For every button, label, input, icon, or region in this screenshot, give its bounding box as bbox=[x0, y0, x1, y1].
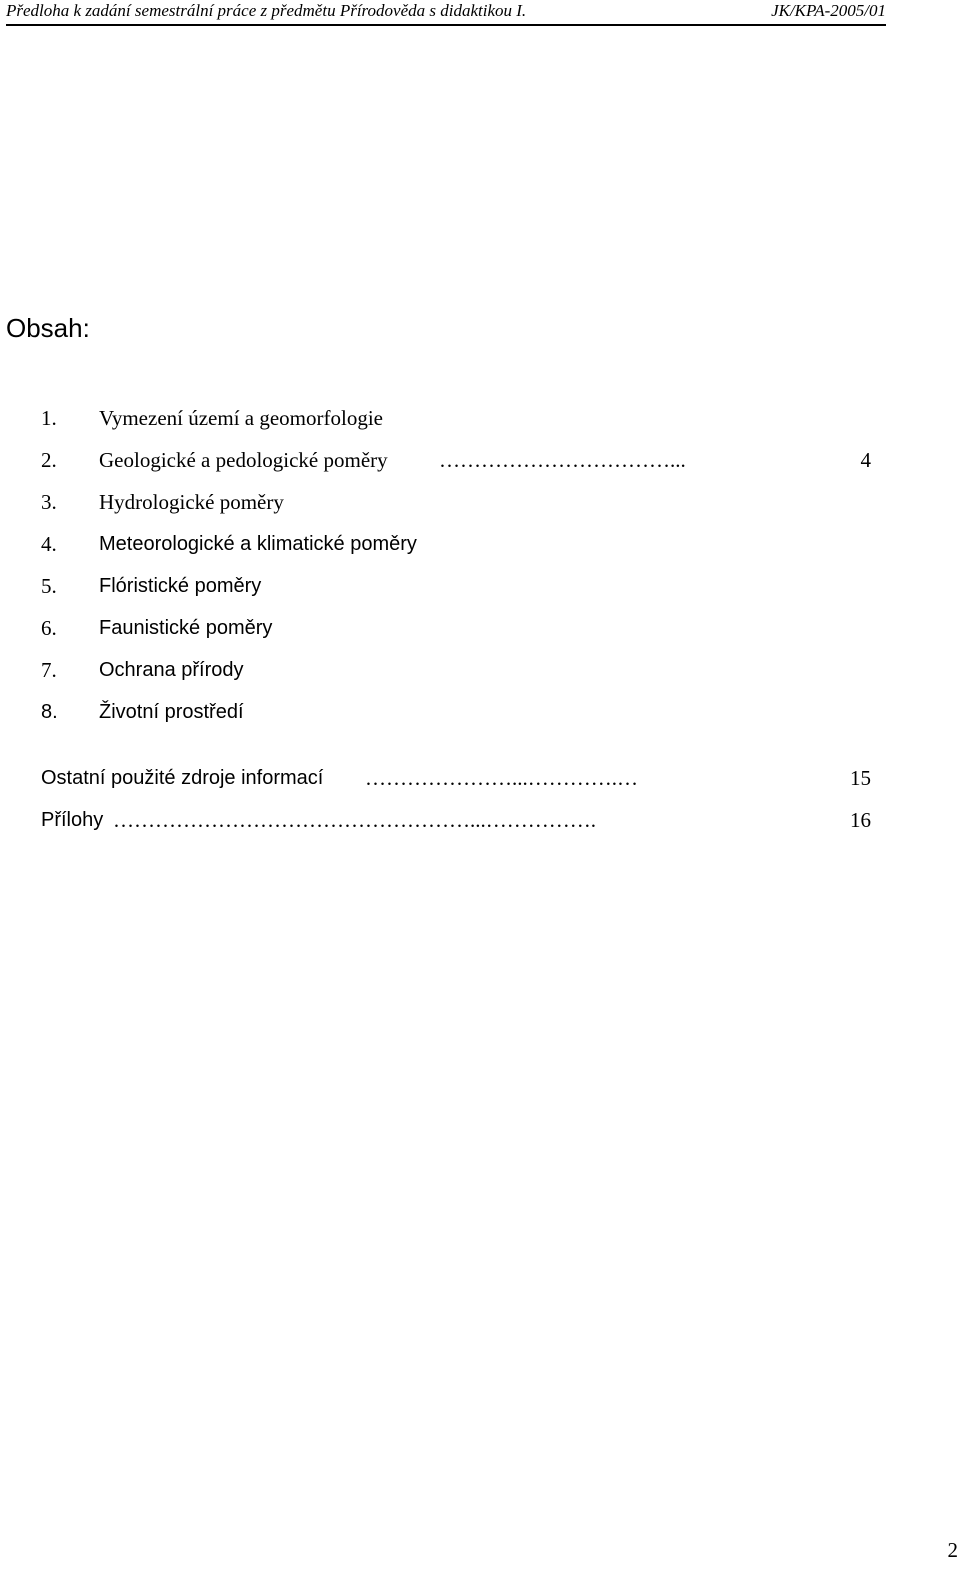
toc-item-page: 4 bbox=[860, 448, 871, 472]
toc-item bbox=[41, 698, 871, 740]
toc-extra-text: Přílohy bbox=[41, 809, 104, 831]
toc-item-text: Ochrana přírody bbox=[99, 659, 244, 681]
toc-item-text: Faunistické poměry bbox=[99, 617, 273, 639]
toc-item bbox=[41, 530, 871, 572]
toc-title: Obsah: bbox=[6, 313, 90, 343]
toc-item-number: 2. bbox=[41, 448, 57, 472]
toc-item bbox=[41, 488, 871, 530]
page-number: 2 bbox=[947, 1538, 958, 1562]
toc-item bbox=[41, 446, 871, 488]
toc-extra-leader: ……………………………………………...……………. bbox=[113, 808, 596, 832]
toc-item-leader: ……………………………... bbox=[439, 448, 686, 472]
toc-extra-item bbox=[41, 764, 871, 806]
toc-item-number: 5. bbox=[41, 574, 57, 598]
toc-item-number: 3. bbox=[41, 490, 57, 514]
toc-item bbox=[41, 614, 871, 656]
header-document-code: JK/KPA-2005/01 bbox=[771, 1, 886, 20]
toc-extra-leader: …………………...………….… bbox=[365, 766, 638, 790]
toc-item-text: Životní prostředí bbox=[99, 701, 244, 723]
toc-item bbox=[41, 572, 871, 614]
toc-item-number: 4. bbox=[41, 532, 57, 556]
toc-extra-text: Ostatní použité zdroje informací bbox=[41, 767, 324, 789]
header-course-title: Předloha k zadání semestrální práce z předmětu Přírodověda s didaktikou I. bbox=[6, 1, 527, 20]
toc-extra-item bbox=[41, 806, 871, 848]
toc-item bbox=[41, 656, 871, 698]
toc-extra-page: 15 bbox=[850, 766, 871, 790]
toc-item-text: Geologické a pedologické poměry bbox=[99, 448, 388, 472]
page-header bbox=[6, 0, 886, 26]
toc-item bbox=[41, 404, 871, 446]
toc-item-number: 1. bbox=[41, 406, 57, 430]
toc-list bbox=[41, 404, 871, 740]
toc-item-number: 7. bbox=[41, 658, 57, 682]
toc-extra-list bbox=[41, 764, 871, 848]
toc-item-text: Meteorologické a klimatické poměry bbox=[99, 533, 417, 555]
toc-item-number: 6. bbox=[41, 616, 57, 640]
toc-item-text: Hydrologické poměry bbox=[99, 490, 284, 514]
toc-extra-page: 16 bbox=[850, 808, 871, 832]
toc-item-text: Vymezení území a geomorfologie bbox=[99, 406, 383, 430]
toc-item-text: Flóristické poměry bbox=[99, 575, 262, 597]
toc-item-number: 8. bbox=[41, 701, 58, 723]
